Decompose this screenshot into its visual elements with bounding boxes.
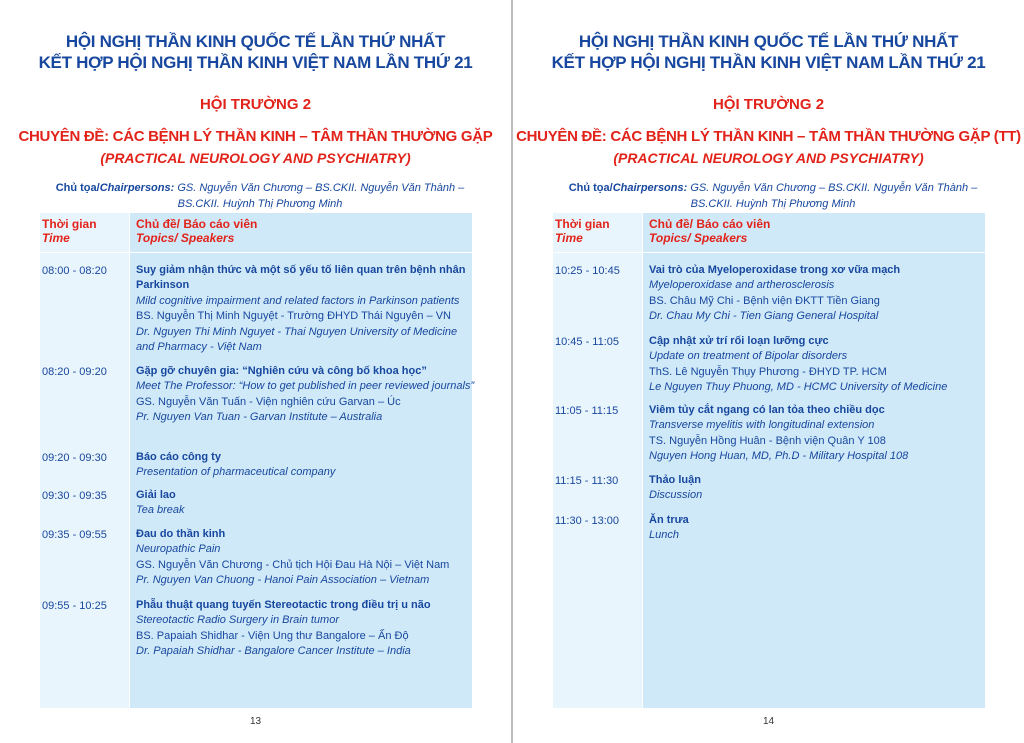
session-speaker-en: Le Nguyen Thuy Phuong, MD - HCMC University of Medicine xyxy=(649,381,948,394)
session-entry xyxy=(136,364,476,426)
hall-title: HỘI TRƯỜNG 2 xyxy=(199,96,312,113)
hall-title: HỘI TRƯỜNG 2 xyxy=(712,96,825,113)
header-topic-vi: Chủ đề/ Báo cáo viên xyxy=(649,217,771,231)
session-title: Cập nhật xử trí rối loạn lưỡng cực xyxy=(649,335,829,347)
session-speaker-en: Nguyen Hong Huan, MD, Ph.D - Military Hospital 108 xyxy=(649,450,909,463)
session-title-en: Update on treatment of Bipolar disorders xyxy=(649,350,848,363)
session-speaker-en: Pr. Nguyen Van Tuan - Garvan Institute – Australia xyxy=(136,411,383,424)
session-title: Ăn trưa xyxy=(649,514,689,526)
session-entry xyxy=(136,263,476,355)
session-title: Giải lao xyxy=(136,489,176,501)
page-number: 14 xyxy=(762,716,775,727)
chair-label: Chủ tọa/ xyxy=(568,182,613,194)
right-page xyxy=(513,0,1024,743)
chair-names-line2: BS.CKII. Huỳnh Thị Phương Minh xyxy=(177,198,343,210)
time-column xyxy=(553,213,643,708)
topic-title-en: (PRACTICAL NEUROLOGY AND PSYCHIATRY) xyxy=(100,150,411,166)
session-title-en: Presentation of pharmaceutical company xyxy=(136,466,336,479)
session-title-en: Lunch xyxy=(649,529,679,542)
header-divider xyxy=(40,252,472,253)
header-topic xyxy=(649,217,770,245)
session-time: 09:30 - 09:35 xyxy=(42,490,107,502)
session-speaker: BS. Nguyễn Thị Minh Nguyệt - Trường ĐHYD Thái Nguyên – VN xyxy=(136,310,451,323)
session-entry xyxy=(136,598,476,660)
header-time-vi: Thời gian xyxy=(555,217,610,231)
session-speaker: BS. Papaiah Shidhar - Viện Ung thư Bangalore – Ấn Độ xyxy=(136,629,409,642)
session-entry xyxy=(136,488,476,519)
session-title-en: Mild cognitive impairment and related factors in Parkinson patients xyxy=(136,294,460,307)
session-entry xyxy=(649,473,989,504)
left-page xyxy=(0,0,511,743)
topic-title: CHUYÊN ĐỀ: CÁC BỆNH LÝ THẦN KINH – TÂM THẦN THƯỜNG GẶP xyxy=(18,128,493,145)
session-entry xyxy=(649,513,989,544)
session-entry xyxy=(136,450,476,481)
session-time: 09:55 - 10:25 xyxy=(42,600,107,612)
session-speaker-en: Dr. Chau My Chi - Tien Giang General Hospital xyxy=(649,310,879,323)
schedule-table xyxy=(40,213,475,708)
session-time: 10:25 - 10:45 xyxy=(555,265,620,277)
session-title: Báo cáo công ty xyxy=(136,451,221,463)
conference-title-line1: HỘI NGHỊ THẦN KINH QUỐC TẾ LẦN THỨ NHẤT xyxy=(65,32,446,51)
session-title-en: Stereotactic Radio Surgery in Brain tumor xyxy=(136,614,339,627)
chairpersons xyxy=(40,180,480,212)
session-title-en: Transverse myelitis with longitudinal extension xyxy=(649,419,875,432)
session-time: 09:35 - 09:55 xyxy=(42,529,107,541)
chairpersons xyxy=(553,180,993,212)
session-title-en: Discussion xyxy=(649,489,703,502)
topic-title-en: (PRACTICAL NEUROLOGY AND PSYCHIATRY) xyxy=(613,150,924,166)
header-time-en: Time xyxy=(42,231,70,245)
session-speaker: BS. Châu Mỹ Chi - Bệnh viện ĐKTT Tiền Giang xyxy=(649,294,880,307)
chair-label-en: Chairpersons: xyxy=(99,182,175,194)
session-time: 11:30 - 13:00 xyxy=(555,515,620,527)
session-title-en: Neuropathic Pain xyxy=(136,543,221,556)
chair-names-line1: GS. Nguyễn Văn Chương – BS.CKII. Nguyễn Văn Thành – xyxy=(174,182,465,194)
chair-names-line1: GS. Nguyễn Văn Chương – BS.CKII. Nguyễn Văn Thành – xyxy=(687,182,978,194)
session-time: 08:00 - 08:20 xyxy=(42,265,107,277)
conference-title-line2: KẾT HỢP HỘI NGHỊ THẦN KINH VIỆT NAM LẦN THỨ 21 xyxy=(38,53,473,72)
session-title: Phẫu thuật quang tuyến Stereotactic trong điều trị u não xyxy=(136,599,431,611)
session-time: 11:15 - 11:30 xyxy=(555,475,619,487)
session-title: Thảo luận xyxy=(649,474,701,486)
session-speaker-en: Dr. Nguyen Thi Minh Nguyet - Thai Nguyen University of Medicine and Pharmacy - Việt Nam xyxy=(136,325,458,354)
topic-title: CHUYÊN ĐỀ: CÁC BỆNH LÝ THẦN KINH – TÂM THẦN THƯỜNG GẶP (TT) xyxy=(516,128,1021,145)
header-divider xyxy=(553,252,985,253)
session-speaker-en: Dr. Papaiah Shidhar - Bangalore Cancer Institute – India xyxy=(136,645,411,658)
session-title: Suy giảm nhận thức và một số yếu tố liên quan trên bệnh nhân Parkinson xyxy=(136,264,466,292)
session-speaker: GS. Nguyễn Văn Tuấn - Viện nghiên cứu Garvan – Úc xyxy=(136,395,401,408)
session-title-en: Tea break xyxy=(136,504,185,517)
session-title-en: Myeloperoxidase and artherosclerosis xyxy=(649,279,835,292)
conference-title-line2: KẾT HỢP HỘI NGHỊ THẦN KINH VIỆT NAM LẦN THỨ 21 xyxy=(551,53,986,72)
session-title: Viêm tủy cắt ngang có lan tỏa theo chiều dọc xyxy=(649,404,885,416)
session-title-en: Meet The Professor: “How to get published in peer reviewed journals” xyxy=(136,380,475,393)
session-entry xyxy=(136,527,476,589)
session-entry xyxy=(649,334,989,396)
chair-label-en: Chairpersons: xyxy=(612,182,688,194)
session-title: Gặp gỡ chuyên gia: “Nghiên cứu và công bố khoa học” xyxy=(136,365,427,377)
session-entry xyxy=(649,263,989,325)
header-time-vi: Thời gian xyxy=(42,217,97,231)
header-time-en: Time xyxy=(555,231,583,245)
conference-title-line1: HỘI NGHỊ THẦN KINH QUỐC TẾ LẦN THỨ NHẤT xyxy=(578,32,959,51)
session-time: 08:20 - 09:20 xyxy=(42,366,107,378)
header-time xyxy=(42,217,97,245)
header-time xyxy=(555,217,610,245)
schedule-table xyxy=(553,213,985,708)
session-speaker: GS. Nguyễn Văn Chương - Chủ tịch Hội Đau Hà Nội – Việt Nam xyxy=(136,558,450,571)
chair-label: Chủ tọa/ xyxy=(55,182,100,194)
header-topic-en: Topics/ Speakers xyxy=(649,231,748,245)
header-topic-vi: Chủ đề/ Báo cáo viên xyxy=(136,217,258,231)
session-time: 11:05 - 11:15 xyxy=(555,405,619,417)
session-title: Vai trò của Myeloperoxidase trong xơ vữa mạch xyxy=(649,264,901,276)
chair-names-line2: BS.CKII. Huỳnh Thị Phương Minh xyxy=(690,198,856,210)
session-time: 09:20 - 09:30 xyxy=(42,452,107,464)
header-topic-en: Topics/ Speakers xyxy=(136,231,235,245)
session-speaker: ThS. Lê Nguyễn Thụy Phương - ĐHYD TP. HCM xyxy=(649,365,887,378)
header-topic xyxy=(136,217,257,245)
page-number: 13 xyxy=(249,716,262,727)
session-entry xyxy=(649,403,989,465)
session-speaker: TS. Nguyễn Hồng Huân - Bệnh viện Quân Y 108 xyxy=(649,434,886,447)
session-time: 10:45 - 11:05 xyxy=(555,336,620,348)
session-speaker-en: Pr. Nguyen Van Chuong - Hanoi Pain Association – Vietnam xyxy=(136,574,430,587)
session-title: Đau do thần kinh xyxy=(136,528,226,540)
